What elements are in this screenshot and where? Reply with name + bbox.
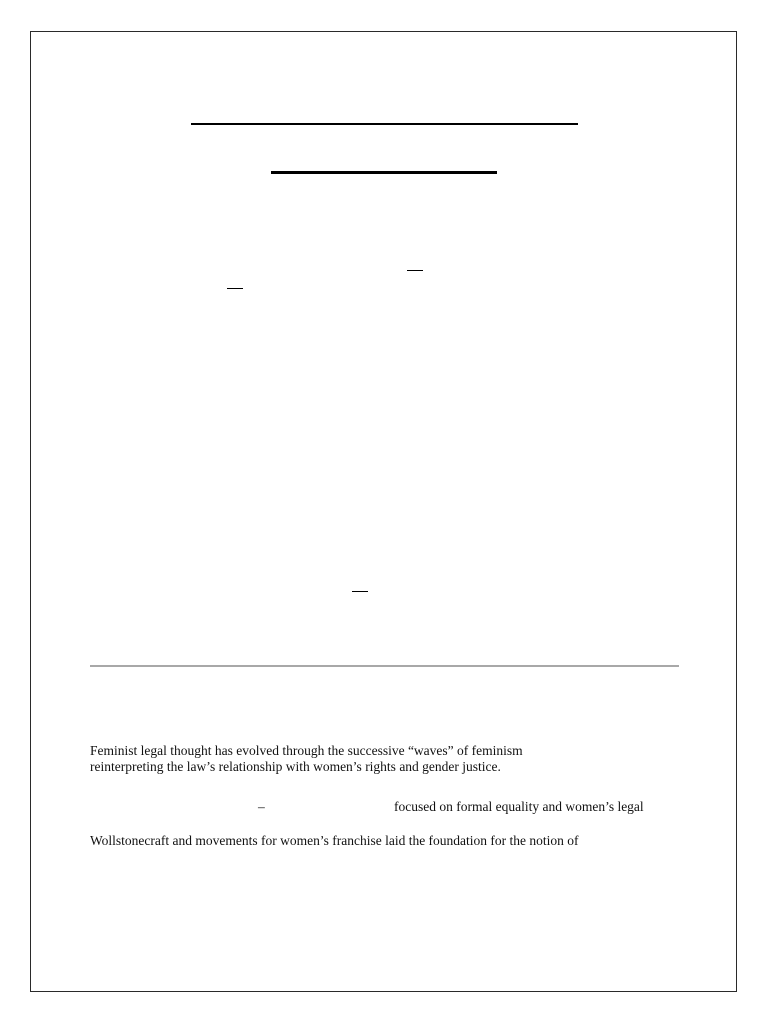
em-dash-mark <box>227 288 243 289</box>
section-divider <box>90 665 679 667</box>
body-text-fragment: focused on formal equality and women’s legal <box>394 799 644 814</box>
em-dash-mark <box>407 270 423 271</box>
document-page <box>30 31 737 992</box>
title-underline-1 <box>191 123 578 125</box>
title-underline-2 <box>271 171 497 174</box>
en-dash: – <box>258 799 265 814</box>
body-text-line: Wollstonecraft and movements for women’s franchise laid the foundation for the notion of <box>90 833 579 848</box>
em-dash-mark <box>352 591 368 592</box>
body-text-line: Feminist legal thought has evolved through the successive “waves” of feminism <box>90 743 523 758</box>
body-text-line: reinterpreting the law’s relationship with women’s rights and gender justice. <box>90 759 501 774</box>
